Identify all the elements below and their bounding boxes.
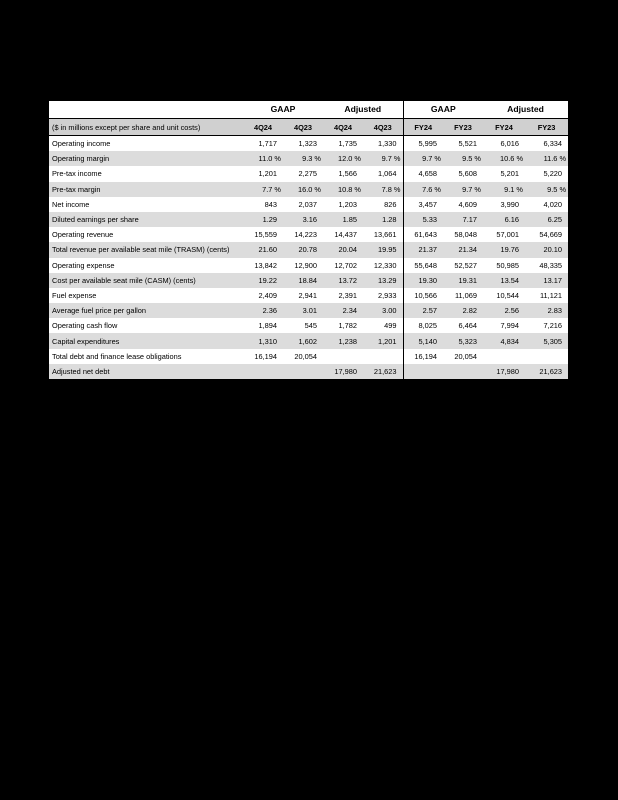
table-cell: 1,566 [338, 169, 357, 179]
table-cell: 20,054 [454, 351, 478, 361]
period-header: FY24 [483, 119, 525, 136]
table-cell: 13,661 [373, 230, 397, 240]
table-cell: 6.16 [483, 212, 525, 227]
row-label: Operating cash flow [52, 321, 118, 331]
table-cell: 1.29 [243, 212, 283, 227]
row-label: Net income [52, 199, 90, 209]
row-label: Total debt and finance lease obligations [52, 351, 182, 361]
table-cell: 10.6 % [483, 151, 525, 166]
table-cell: 4,658 [403, 166, 443, 181]
table-cell: 7.17 [443, 212, 483, 227]
table-row [49, 212, 568, 227]
table-row [49, 258, 568, 273]
table-cell: 11,121 [539, 290, 563, 300]
table-cell: 1,064 [378, 169, 397, 179]
group-header-row [49, 101, 568, 119]
table-cell: 8,025 [403, 318, 443, 333]
table-cell: 9.1 % [483, 182, 525, 197]
table-cell: 17,980 [483, 364, 525, 380]
table-cell: 2.83 [525, 303, 568, 318]
row-label: Operating expense [52, 260, 115, 270]
table-cell: 17,980 [323, 364, 363, 380]
period-header: 4Q23 [363, 119, 403, 136]
row-label: Pre-tax income [52, 169, 102, 179]
table-cell: 2.36 [243, 303, 283, 318]
table-cell: 545 [304, 321, 317, 331]
table-cell: 21,623 [363, 364, 403, 380]
table-cell: 5,305 [525, 333, 568, 348]
row-label: Average fuel price per gallon [49, 303, 243, 318]
table-cell: 61,643 [403, 227, 443, 242]
period-header: FY23 [525, 119, 568, 136]
table-cell: 1,201 [258, 169, 277, 179]
table-cell: 16,194 [254, 351, 277, 361]
table-cell: 1,782 [338, 321, 357, 331]
table-cell: 2.57 [403, 303, 443, 318]
table-cell [403, 364, 443, 380]
table-cell: 5,608 [458, 169, 478, 179]
table-cell: 5,140 [403, 333, 443, 348]
table-cell [243, 364, 283, 380]
table-cell: 57,001 [496, 230, 520, 240]
table-cell: 50,985 [496, 260, 520, 270]
table-cell: 19.95 [363, 242, 403, 257]
table-cell: 19.22 [243, 273, 283, 288]
table-cell: 3,990 [500, 199, 520, 209]
table-cell: 19.76 [483, 242, 525, 257]
table-cell: 1,330 [378, 139, 397, 149]
table-cell: 9.7 % [443, 182, 483, 197]
table-cell: 11.0 % [243, 151, 283, 166]
table-row [49, 227, 568, 242]
period-header: 4Q24 [323, 119, 363, 136]
table-cell: 499 [384, 321, 397, 331]
row-label: Fuel expense [52, 290, 97, 300]
table-row [49, 273, 568, 288]
header-label: ($ in millions except per share and unit costs) [49, 119, 243, 136]
table-cell: 16,194 [403, 349, 443, 364]
table-row [49, 288, 568, 303]
table-cell: 20.78 [283, 242, 323, 257]
table-cell: 3.01 [283, 303, 323, 318]
table-cell: 5,220 [543, 169, 563, 179]
group-header-spacer [49, 101, 243, 119]
period-header: FY23 [443, 119, 483, 136]
table-cell: 11,069 [454, 290, 478, 300]
table-cell: 6,016 [500, 139, 520, 149]
table-cell: 21.34 [443, 242, 483, 257]
table-row [49, 182, 568, 197]
table-row [49, 136, 568, 152]
table-cell: 10.8 % [323, 182, 363, 197]
table-cell: 15,559 [254, 230, 277, 240]
group-header: GAAP [403, 101, 483, 119]
group-header: Adjusted [323, 101, 403, 119]
table-cell: 10,566 [403, 288, 443, 303]
table-cell: 12,702 [334, 260, 357, 270]
row-label: Adjusted net debt [49, 364, 243, 380]
table-row [49, 242, 568, 257]
table-cell: 2,933 [378, 290, 397, 300]
table-cell [323, 349, 363, 364]
table-cell: 1,735 [338, 139, 357, 149]
table-cell: 1,894 [258, 321, 277, 331]
table-cell: 5,995 [403, 136, 443, 152]
table-cell [283, 364, 323, 380]
table-cell: 58,048 [454, 230, 478, 240]
table-cell: 3,457 [403, 197, 443, 212]
table-cell: 7.8 % [363, 182, 403, 197]
table-row [49, 166, 568, 181]
row-label: Operating margin [49, 151, 243, 166]
table-cell: 12,330 [373, 260, 397, 270]
table-cell [483, 349, 525, 364]
table-cell: 2,409 [258, 290, 277, 300]
table-cell: 7.7 % [243, 182, 283, 197]
table-cell: 7,216 [543, 321, 563, 331]
table-cell: 18.84 [283, 273, 323, 288]
table-cell: 9.5 % [443, 151, 483, 166]
financial-summary-sheet [49, 101, 568, 376]
table-cell: 16.0 % [283, 182, 323, 197]
table-cell: 2.56 [483, 303, 525, 318]
table-row [49, 333, 568, 348]
table-cell: 13.54 [483, 273, 525, 288]
table-cell: 1,602 [283, 333, 323, 348]
table-cell: 1,201 [363, 333, 403, 348]
table-cell: 14,223 [294, 230, 317, 240]
table-row [49, 303, 568, 318]
table-cell: 7,994 [500, 321, 520, 331]
table-body [49, 136, 568, 380]
table-cell: 826 [384, 199, 397, 209]
table-cell: 9.7 % [403, 151, 443, 166]
period-header: FY24 [403, 119, 443, 136]
table-cell: 2,391 [338, 290, 357, 300]
table-cell [363, 349, 403, 364]
table-row [49, 364, 568, 380]
table-cell: 5,201 [500, 169, 520, 179]
table-cell: 54,669 [539, 230, 563, 240]
table-cell: 1,717 [258, 139, 277, 149]
row-label: Operating income [52, 139, 111, 149]
table-cell: 52,527 [454, 260, 478, 270]
table-cell: 55,648 [403, 258, 443, 273]
row-label: Pre-tax margin [49, 182, 243, 197]
table-row [49, 197, 568, 212]
table-cell: 2.82 [443, 303, 483, 318]
table-cell: 9.3 % [283, 151, 323, 166]
table-cell: 20.04 [323, 242, 363, 257]
table-cell: 14,437 [334, 230, 357, 240]
table-cell: 2.34 [323, 303, 363, 318]
table-cell [525, 349, 568, 364]
table-cell: 11.6 % [525, 151, 568, 166]
row-label: Capital expenditures [49, 333, 243, 348]
table-cell: 5,323 [443, 333, 483, 348]
table-cell: 3.16 [283, 212, 323, 227]
row-label: Operating revenue [52, 230, 114, 240]
financial-summary-table [49, 101, 568, 380]
table-cell: 4,834 [483, 333, 525, 348]
period-header-row [49, 119, 568, 136]
table-cell: 12.0 % [323, 151, 363, 166]
table-cell: 19.30 [403, 273, 443, 288]
table-cell: 20,054 [294, 351, 317, 361]
table-cell: 1,238 [323, 333, 363, 348]
table-cell: 1,310 [243, 333, 283, 348]
table-cell [443, 364, 483, 380]
table-cell: 20.10 [525, 242, 568, 257]
table-row [49, 349, 568, 364]
table-cell: 1.28 [363, 212, 403, 227]
table-cell: 6.25 [525, 212, 568, 227]
period-header: 4Q23 [283, 119, 323, 136]
table-cell: 5.33 [403, 212, 443, 227]
table-row [49, 318, 568, 333]
table-cell: 13.72 [323, 273, 363, 288]
table-cell: 13,842 [254, 260, 277, 270]
table-cell: 2,275 [298, 169, 317, 179]
table-cell: 6,464 [458, 321, 478, 331]
table-cell: 21.60 [243, 242, 283, 257]
table-cell: 9.7 % [363, 151, 403, 166]
table-cell: 2,941 [298, 290, 317, 300]
table-cell: 21.37 [403, 242, 443, 257]
table-cell: 1,323 [298, 139, 317, 149]
table-cell: 4,020 [543, 199, 563, 209]
table-cell: 13.29 [363, 273, 403, 288]
table-cell: 48,335 [539, 260, 563, 270]
table-cell: 12,900 [294, 260, 317, 270]
table-cell: 5,521 [458, 139, 478, 149]
table-cell: 4,609 [458, 199, 478, 209]
table-cell: 843 [264, 199, 277, 209]
row-label: Total revenue per available seat mile (TRASM) (cents) [49, 242, 243, 257]
table-cell: 2,037 [298, 199, 317, 209]
row-label: Cost per available seat mile (CASM) (cents) [49, 273, 243, 288]
table-cell: 13.17 [525, 273, 568, 288]
table-cell: 1,203 [338, 199, 357, 209]
table-cell: 6,334 [543, 139, 563, 149]
group-header: GAAP [243, 101, 323, 119]
period-header: 4Q24 [243, 119, 283, 136]
row-label: Diluted earnings per share [49, 212, 243, 227]
group-header: Adjusted [483, 101, 568, 119]
table-cell: 19.31 [443, 273, 483, 288]
table-cell: 3.00 [363, 303, 403, 318]
table-cell: 10,544 [496, 290, 520, 300]
table-row [49, 151, 568, 166]
table-cell: 9.5 % [525, 182, 568, 197]
table-cell: 21,623 [525, 364, 568, 380]
table-cell: 7.6 % [403, 182, 443, 197]
table-cell: 1.85 [323, 212, 363, 227]
